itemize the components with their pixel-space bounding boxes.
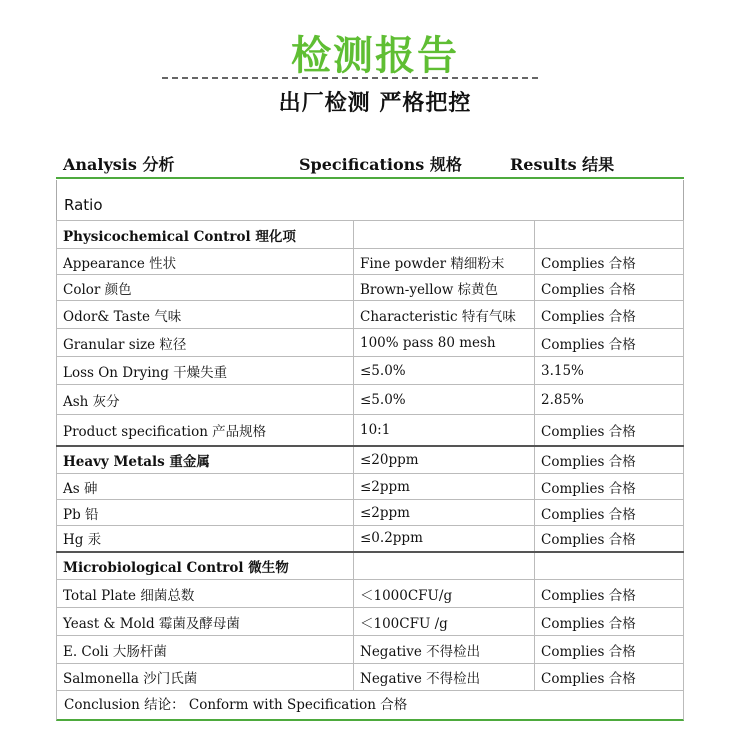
column-header-specifications: Specifications 规格 — [299, 155, 462, 174]
cell-specification: ≤0.2ppm — [354, 526, 535, 552]
cell-result — [535, 552, 684, 580]
table-row — [57, 357, 684, 385]
cell-result: Complies 合格 — [535, 526, 684, 552]
cell-specification — [354, 221, 535, 249]
table-row — [57, 301, 684, 329]
cell-analysis: Heavy Metals 重金属 — [57, 446, 354, 474]
table-row — [57, 500, 684, 526]
cell-specification: ≤20ppm — [354, 446, 535, 474]
cell-specification: ＜100CFU /g — [354, 608, 535, 636]
cell-result: Complies 合格 — [535, 608, 684, 636]
table-row — [57, 608, 684, 636]
cell-result: Complies 合格 — [535, 500, 684, 526]
ratio-label: Ratio — [56, 180, 684, 220]
table-row — [57, 664, 684, 691]
cell-analysis: Loss On Drying 干燥失重 — [57, 357, 354, 385]
cell-analysis: Total Plate 细菌总数 — [57, 580, 354, 608]
cell-result: Complies 合格 — [535, 636, 684, 664]
cell-result: Complies 合格 — [535, 329, 684, 357]
conclusion: Conclusion 结论： Conform with Specification 合格 — [56, 691, 684, 721]
table-row — [57, 329, 684, 357]
column-header-results: Results 结果 — [510, 155, 615, 174]
column-header-analysis: Analysis 分析 — [63, 155, 175, 174]
cell-analysis: Pb 铅 — [57, 500, 354, 526]
cell-analysis: E. Coli 大肠杆菌 — [57, 636, 354, 664]
cell-specification: Brown-yellow 棕黄色 — [354, 275, 535, 301]
cell-result: 3.15% — [535, 357, 684, 385]
cell-result: Complies 合格 — [535, 446, 684, 474]
cell-analysis: As 砷 — [57, 474, 354, 500]
cell-result: Complies 合格 — [535, 415, 684, 446]
cell-specification: 100% pass 80 mesh — [354, 329, 535, 357]
table-row — [57, 526, 684, 552]
section-row — [57, 552, 684, 580]
report-title: 检测报告 — [291, 33, 459, 79]
cell-result: Complies 合格 — [535, 580, 684, 608]
cell-analysis: Color 颜色 — [57, 275, 354, 301]
cell-specification — [354, 552, 535, 580]
cell-result: Complies 合格 — [535, 474, 684, 500]
table-row — [57, 249, 684, 275]
section-row — [57, 221, 684, 249]
cell-specification: 10:1 — [354, 415, 535, 446]
results-table — [56, 220, 684, 691]
report-subtitle: 出厂检测 严格把控 — [278, 91, 472, 116]
table-row — [57, 385, 684, 415]
cell-specification: ≤5.0% — [354, 385, 535, 415]
table-row — [57, 580, 684, 608]
cell-result: Complies 合格 — [535, 664, 684, 691]
cell-analysis: Granular size 粒径 — [57, 329, 354, 357]
cell-specification: Fine powder 精细粉末 — [354, 249, 535, 275]
cell-specification: Characteristic 特有气味 — [354, 301, 535, 329]
cell-result: Complies 合格 — [535, 301, 684, 329]
cell-specification: Negative 不得检出 — [354, 664, 535, 691]
cell-result: Complies 合格 — [535, 249, 684, 275]
cell-analysis: Ash 灰分 — [57, 385, 354, 415]
cell-specification: ＜1000CFU/g — [354, 580, 535, 608]
cell-analysis: Salmonella 沙门氏菌 — [57, 664, 354, 691]
section-row — [57, 446, 684, 474]
table-row — [57, 415, 684, 446]
table-row — [57, 275, 684, 301]
cell-specification: Negative 不得检出 — [354, 636, 535, 664]
cell-analysis: Product specification 产品规格 — [57, 415, 354, 446]
cell-result: 2.85% — [535, 385, 684, 415]
cell-analysis: Hg 汞 — [57, 526, 354, 552]
table-row — [57, 474, 684, 500]
cell-analysis: Yeast & Mold 霉菌及酵母菌 — [57, 608, 354, 636]
cell-specification: ≤2ppm — [354, 474, 535, 500]
cell-analysis: Microbiological Control 微生物 — [57, 552, 354, 580]
cell-analysis: Physicochemical Control 理化项 — [57, 221, 354, 249]
table-row — [57, 636, 684, 664]
cell-analysis: Odor& Taste 气味 — [57, 301, 354, 329]
cell-specification: ≤5.0% — [354, 357, 535, 385]
cell-result: Complies 合格 — [535, 275, 684, 301]
cell-result — [535, 221, 684, 249]
header-rule — [56, 177, 684, 179]
cell-specification: ≤2ppm — [354, 500, 535, 526]
cell-analysis: Appearance 性状 — [57, 249, 354, 275]
dashed-divider — [162, 77, 538, 79]
